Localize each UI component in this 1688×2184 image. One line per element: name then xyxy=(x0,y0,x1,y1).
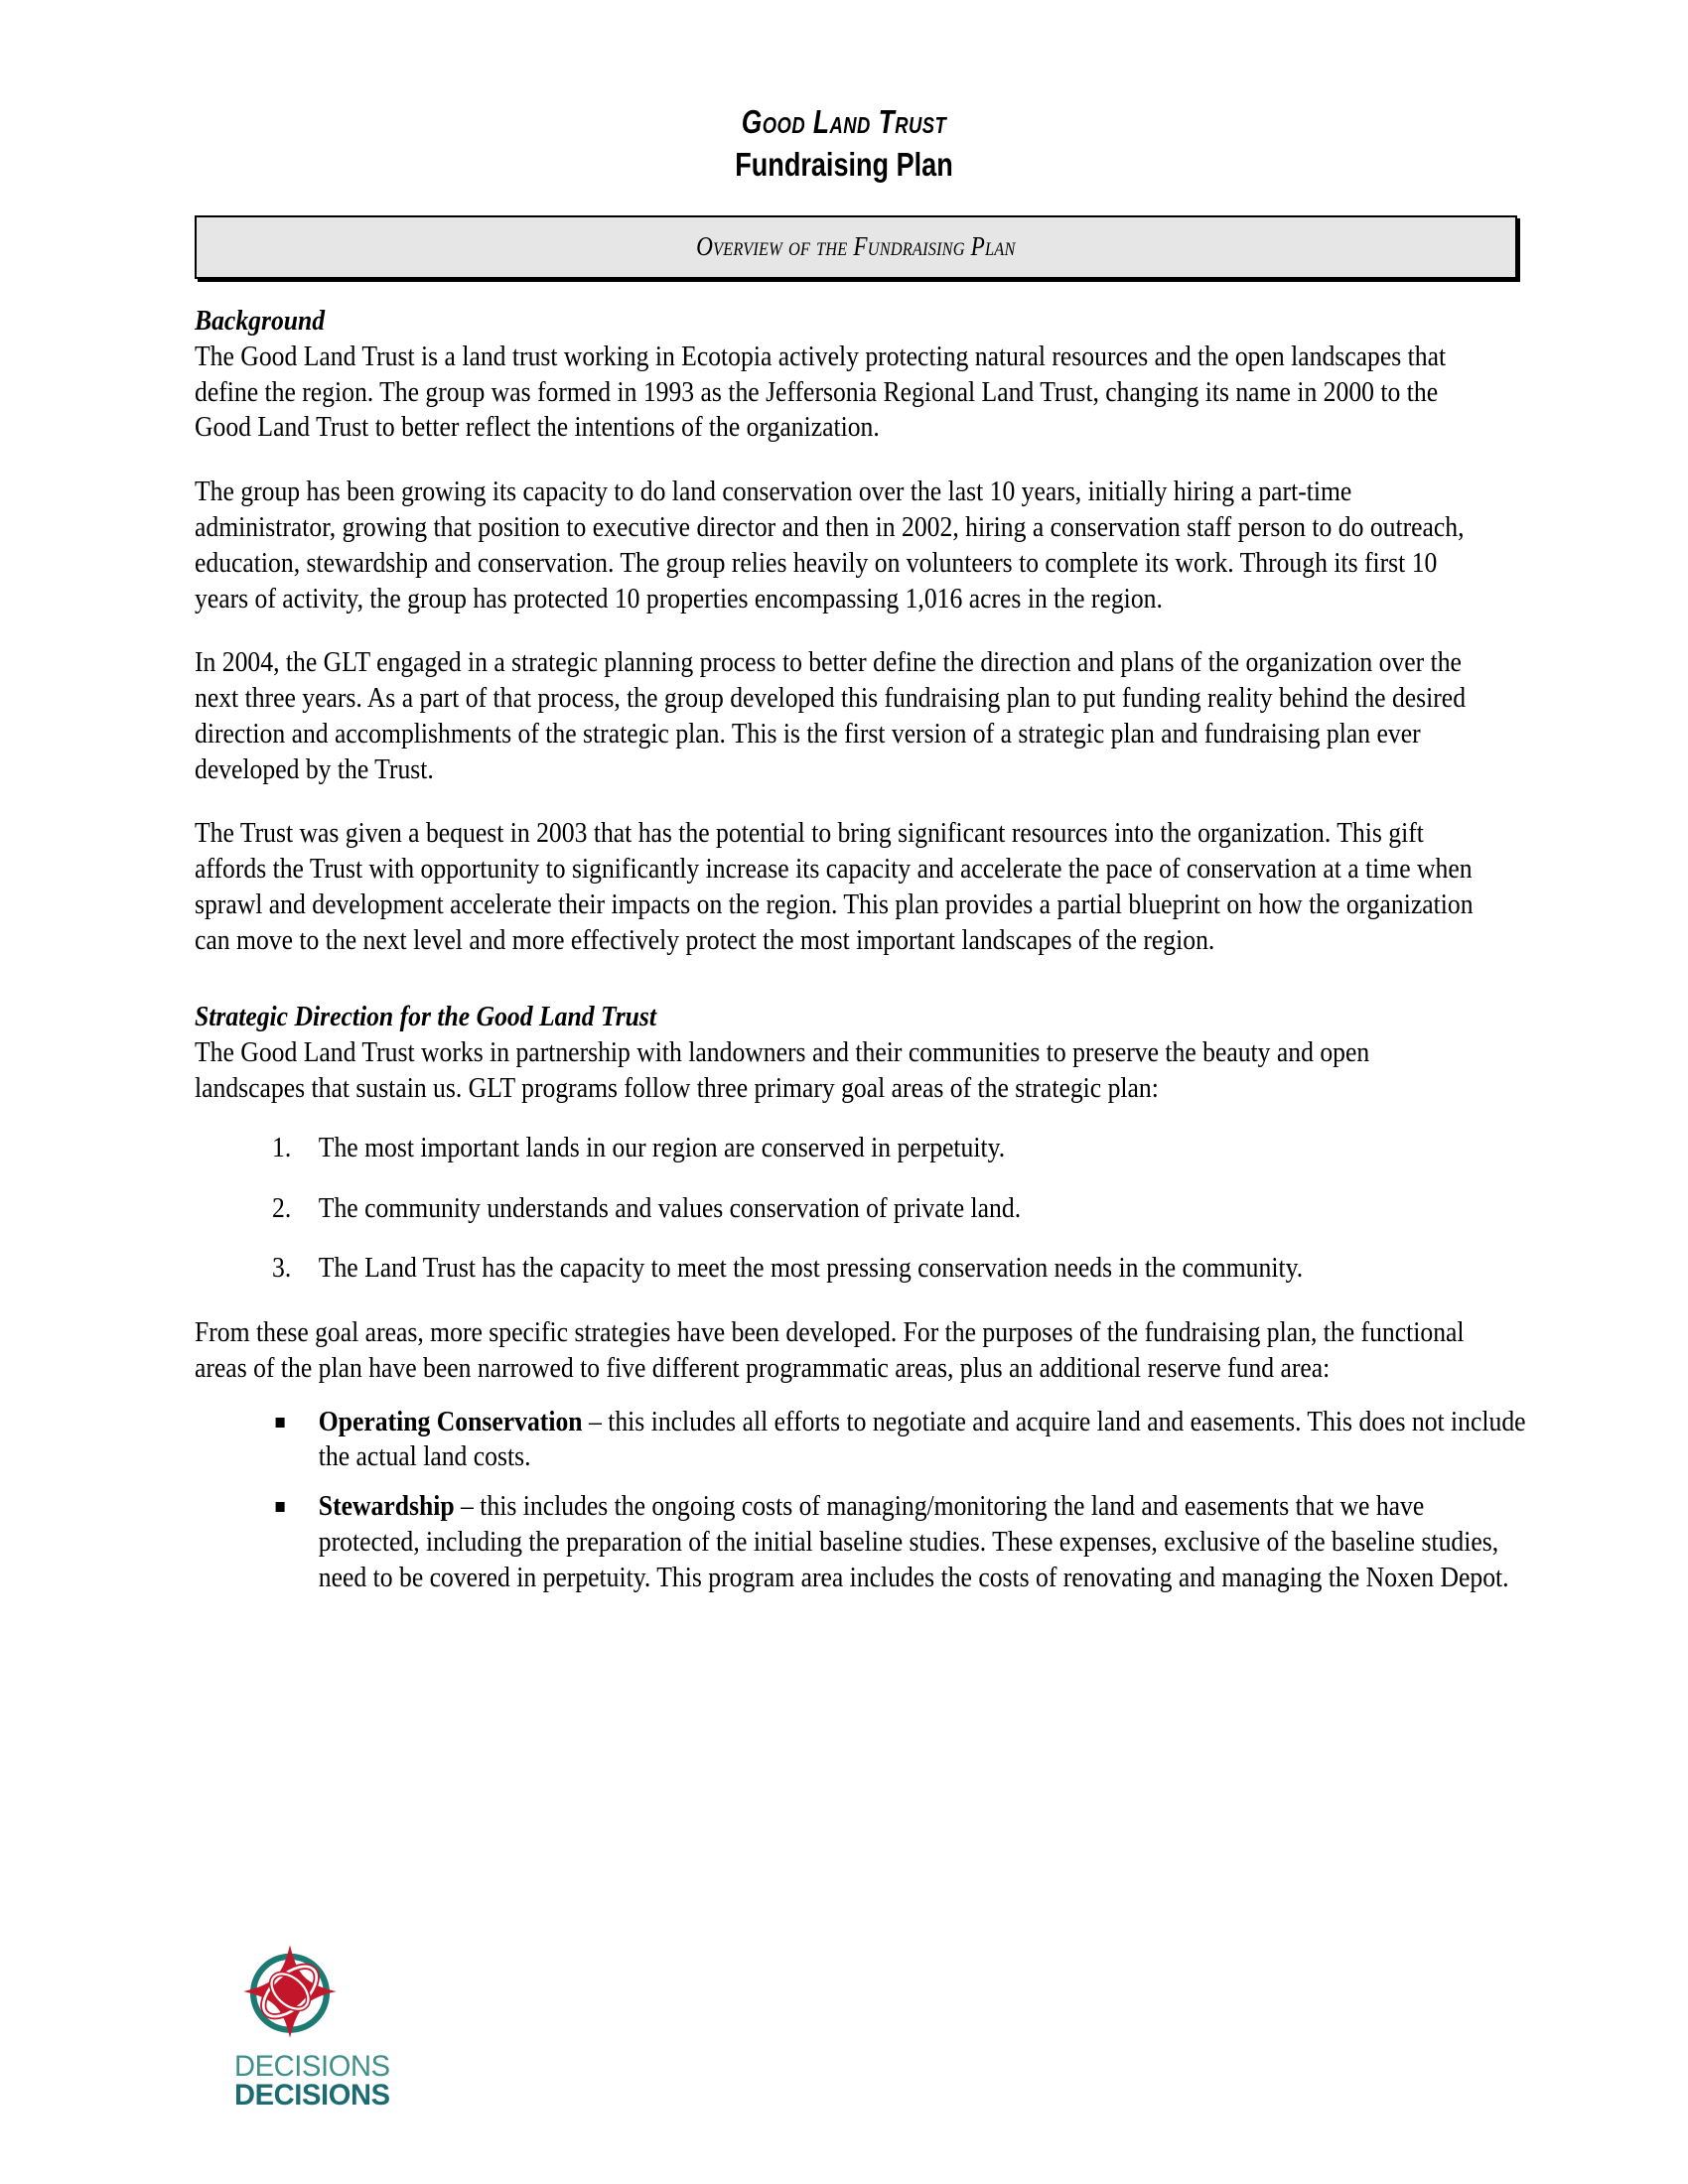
heading-strategic-direction: Strategic Direction for the Good Land Trust xyxy=(195,1002,657,1033)
paragraph-background-3: In 2004, the GLT engaged in a strategic planning process to better define the direction and plans of the organization over the next three years. As a part of that process, the group developed this fundraising plan to put funding reality behind the desired direction and accomplishments of the strategic plan. This is the first version of a strategic plan and fundraising plan ever developed by the Trust. xyxy=(195,647,1467,785)
paragraph-strategies-transition: From these goal areas, more specific strategies have been developed. For the purposes of the fundraising plan, the functional areas of the plan have been narrowed to five different programmatic areas, plus an additional reserve fund area: xyxy=(195,1317,1465,1384)
program-areas-list xyxy=(195,1405,1526,1596)
paragraph-background-1: The Good Land Trust is a land trust working in Ecotopia actively protecting natural resources and the open landscapes that define the region. The group was formed in 1993 as the Jeffersonia Regional Land Trust, changing its name in 2000 to the Good Land Trust to better reflect the intentions of the organization. xyxy=(195,341,1447,444)
heading-background: Background xyxy=(195,306,326,338)
document-title-block xyxy=(0,0,1688,185)
list-item: The most important lands in our region are conserved in perpetuity. xyxy=(318,1132,1006,1163)
section-header-bar xyxy=(195,215,1517,279)
page-title-document: Fundraising Plan xyxy=(735,145,953,183)
square-bullet-icon xyxy=(276,1418,285,1428)
page-title-organization: Good Land Trust xyxy=(741,103,947,140)
list-item xyxy=(272,1405,1528,1476)
paragraph-background-4: The Trust was given a bequest in 2003 that has the potential to bring significant resources into the organization. This gift affords the Trust with opportunity to significantly increase its capacity and accelerate the pace of conservation at a time when sprawl and development accelerate their impacts on the region. This plan provides a partial blueprint on how the organization can move to the next level and more effectively protect the most important landscapes of the region. xyxy=(195,818,1474,956)
logo-text-line2: DECISIONS xyxy=(234,2078,390,2112)
logo-text-line1: DECISIONS xyxy=(234,2050,390,2083)
program-area-label: Operating Conservation xyxy=(318,1406,583,1437)
program-area-description: – this includes the ongoing costs of managing/monitoring the land and easements that we have protected, including the preparation of the initial baseline studies. These expenses, exclusive of the baseline studies, need to be covered in perpetuity. This program area includes the costs of renovating and managing the Noxen Depot. xyxy=(318,1491,1509,1593)
list-item: The Land Trust has the capacity to meet the most pressing conservation needs in the community. xyxy=(318,1253,1304,1285)
footer-logo xyxy=(234,1938,423,2111)
document-body xyxy=(0,305,1688,1595)
footer-logo-text xyxy=(234,2050,423,2112)
section-header-label: Overview of the Fundraising Plan xyxy=(696,231,1016,262)
goal-areas-list xyxy=(195,1131,1481,1287)
decisions-decisions-logo-icon xyxy=(236,1938,344,2045)
list-item xyxy=(272,1489,1528,1595)
list-item: The community understands and values conservation of private land. xyxy=(318,1192,1022,1224)
program-area-description: – this includes all efforts to negotiate and acquire land and easements. This does not include the actual land costs. xyxy=(318,1406,1526,1473)
paragraph-strategic-intro: The Good Land Trust works in partnership with landowners and their communities to preserve the beauty and open landscapes that sustain us. GLT programs follow three primary goal areas of the strategic plan: xyxy=(195,1037,1370,1104)
square-bullet-icon xyxy=(276,1502,285,1512)
paragraph-background-2: The group has been growing its capacity to do land conservation over the last 10 years, initially hiring a part-time administrator, growing that position to executive director and then in 2002, hiring a conservation staff person to do outreach, education, stewardship and conservation. The group relies heavily on volunteers to complete its work. Through its first 10 years of activity, the group has protected 10 properties encompassing 1,016 acres in the region. xyxy=(195,477,1465,614)
program-area-label: Stewardship xyxy=(318,1491,455,1523)
